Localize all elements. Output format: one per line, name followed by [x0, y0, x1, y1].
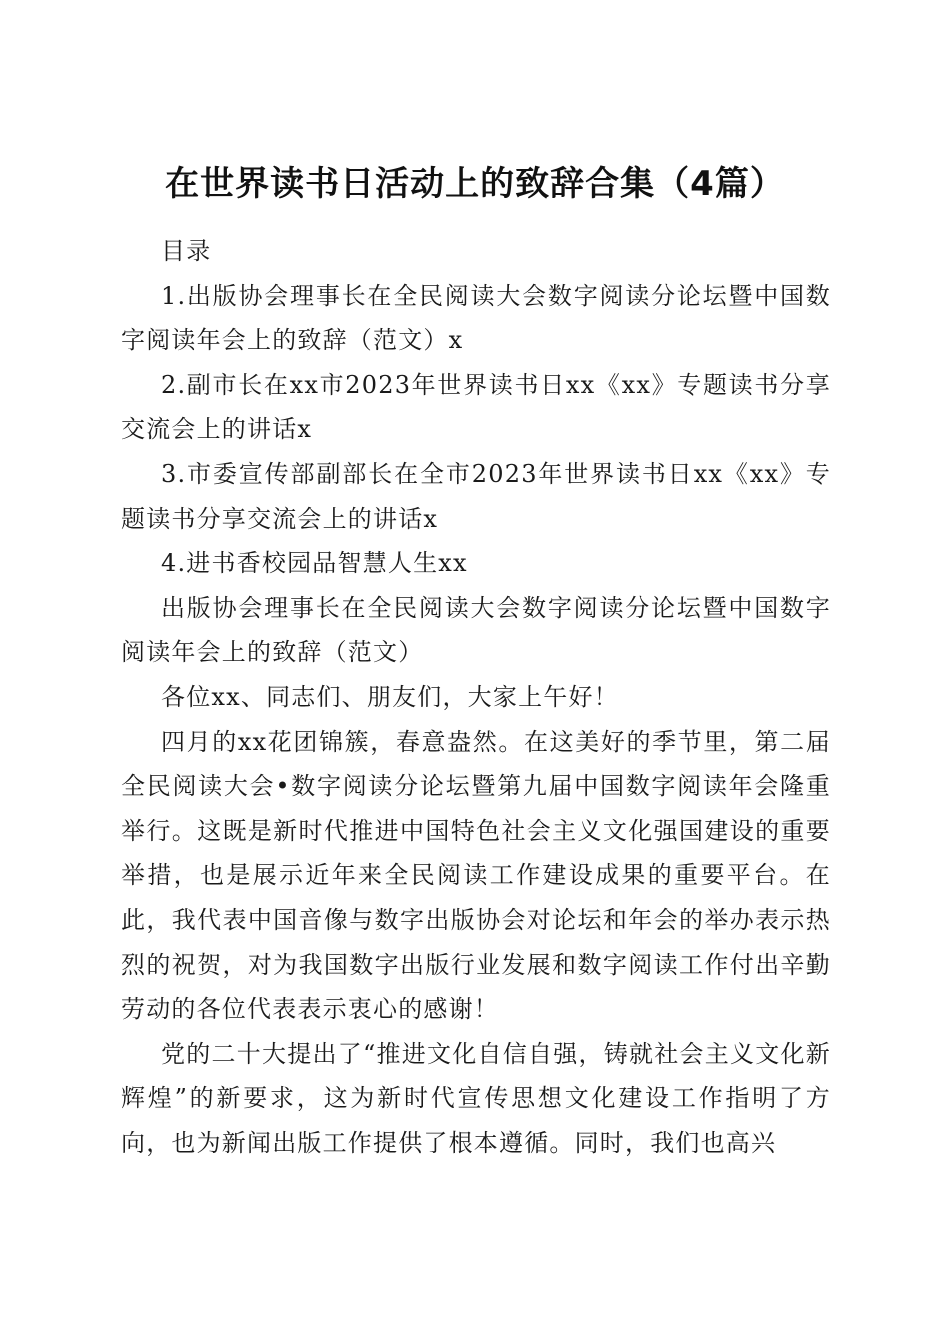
document-title: 在世界读书日活动上的致辞合集（4篇） [165, 163, 785, 204]
body-paragraph-1: 四月的xx花团锦簇，春意盎然。在这美好的季节里，第二届全民阅读大会•数字阅读分论坛暨第九届中国数字阅读年会隆重举行。这既是新时代推进中国特色社会主义文化强国建设的重要举措，也是展示近年来全民阅读工作建设成果的重要平台。在此，我代表中国音像与数字出版协会对论坛和年会的举办表示热烈的祝贺，对为我国数字出版行业发展和数字阅读工作付出辛勤劳动的各位代表表示衷心的感谢！ [121, 727, 831, 1024]
toc-item-3: 3.市委宣传部副部长在全市2023年世界读书日xx《xx》专题读书分享交流会上的讲话x [121, 459, 831, 533]
document-body [121, 229, 831, 1165]
toc-item-2: 2.副市长在xx市2023年世界读书日xx《xx》专题读书分享交流会上的讲话x [121, 370, 831, 444]
toc-item-4: 4.进书香校园品智慧人生xx [161, 549, 468, 578]
section-title: 出版协会理事长在全民阅读大会数字阅读分论坛暨中国数字阅读年会上的致辞（范文） [121, 593, 831, 667]
toc-item-1: 1.出版协会理事长在全民阅读大会数字阅读分论坛暨中国数字阅读年会上的致辞（范文）x [121, 281, 831, 355]
greeting: 各位xx、同志们、朋友们，大家上午好！ [161, 682, 619, 711]
body-paragraph-2: 党的二十大提出了“推进文化自信自强，铸就社会主义文化新辉煌”的新要求，这为新时代宣传思想文化建设工作指明了方向，也为新闻出版工作提供了根本遵循。同时，我们也高兴 [121, 1039, 831, 1157]
toc-heading: 目录 [161, 237, 212, 265]
